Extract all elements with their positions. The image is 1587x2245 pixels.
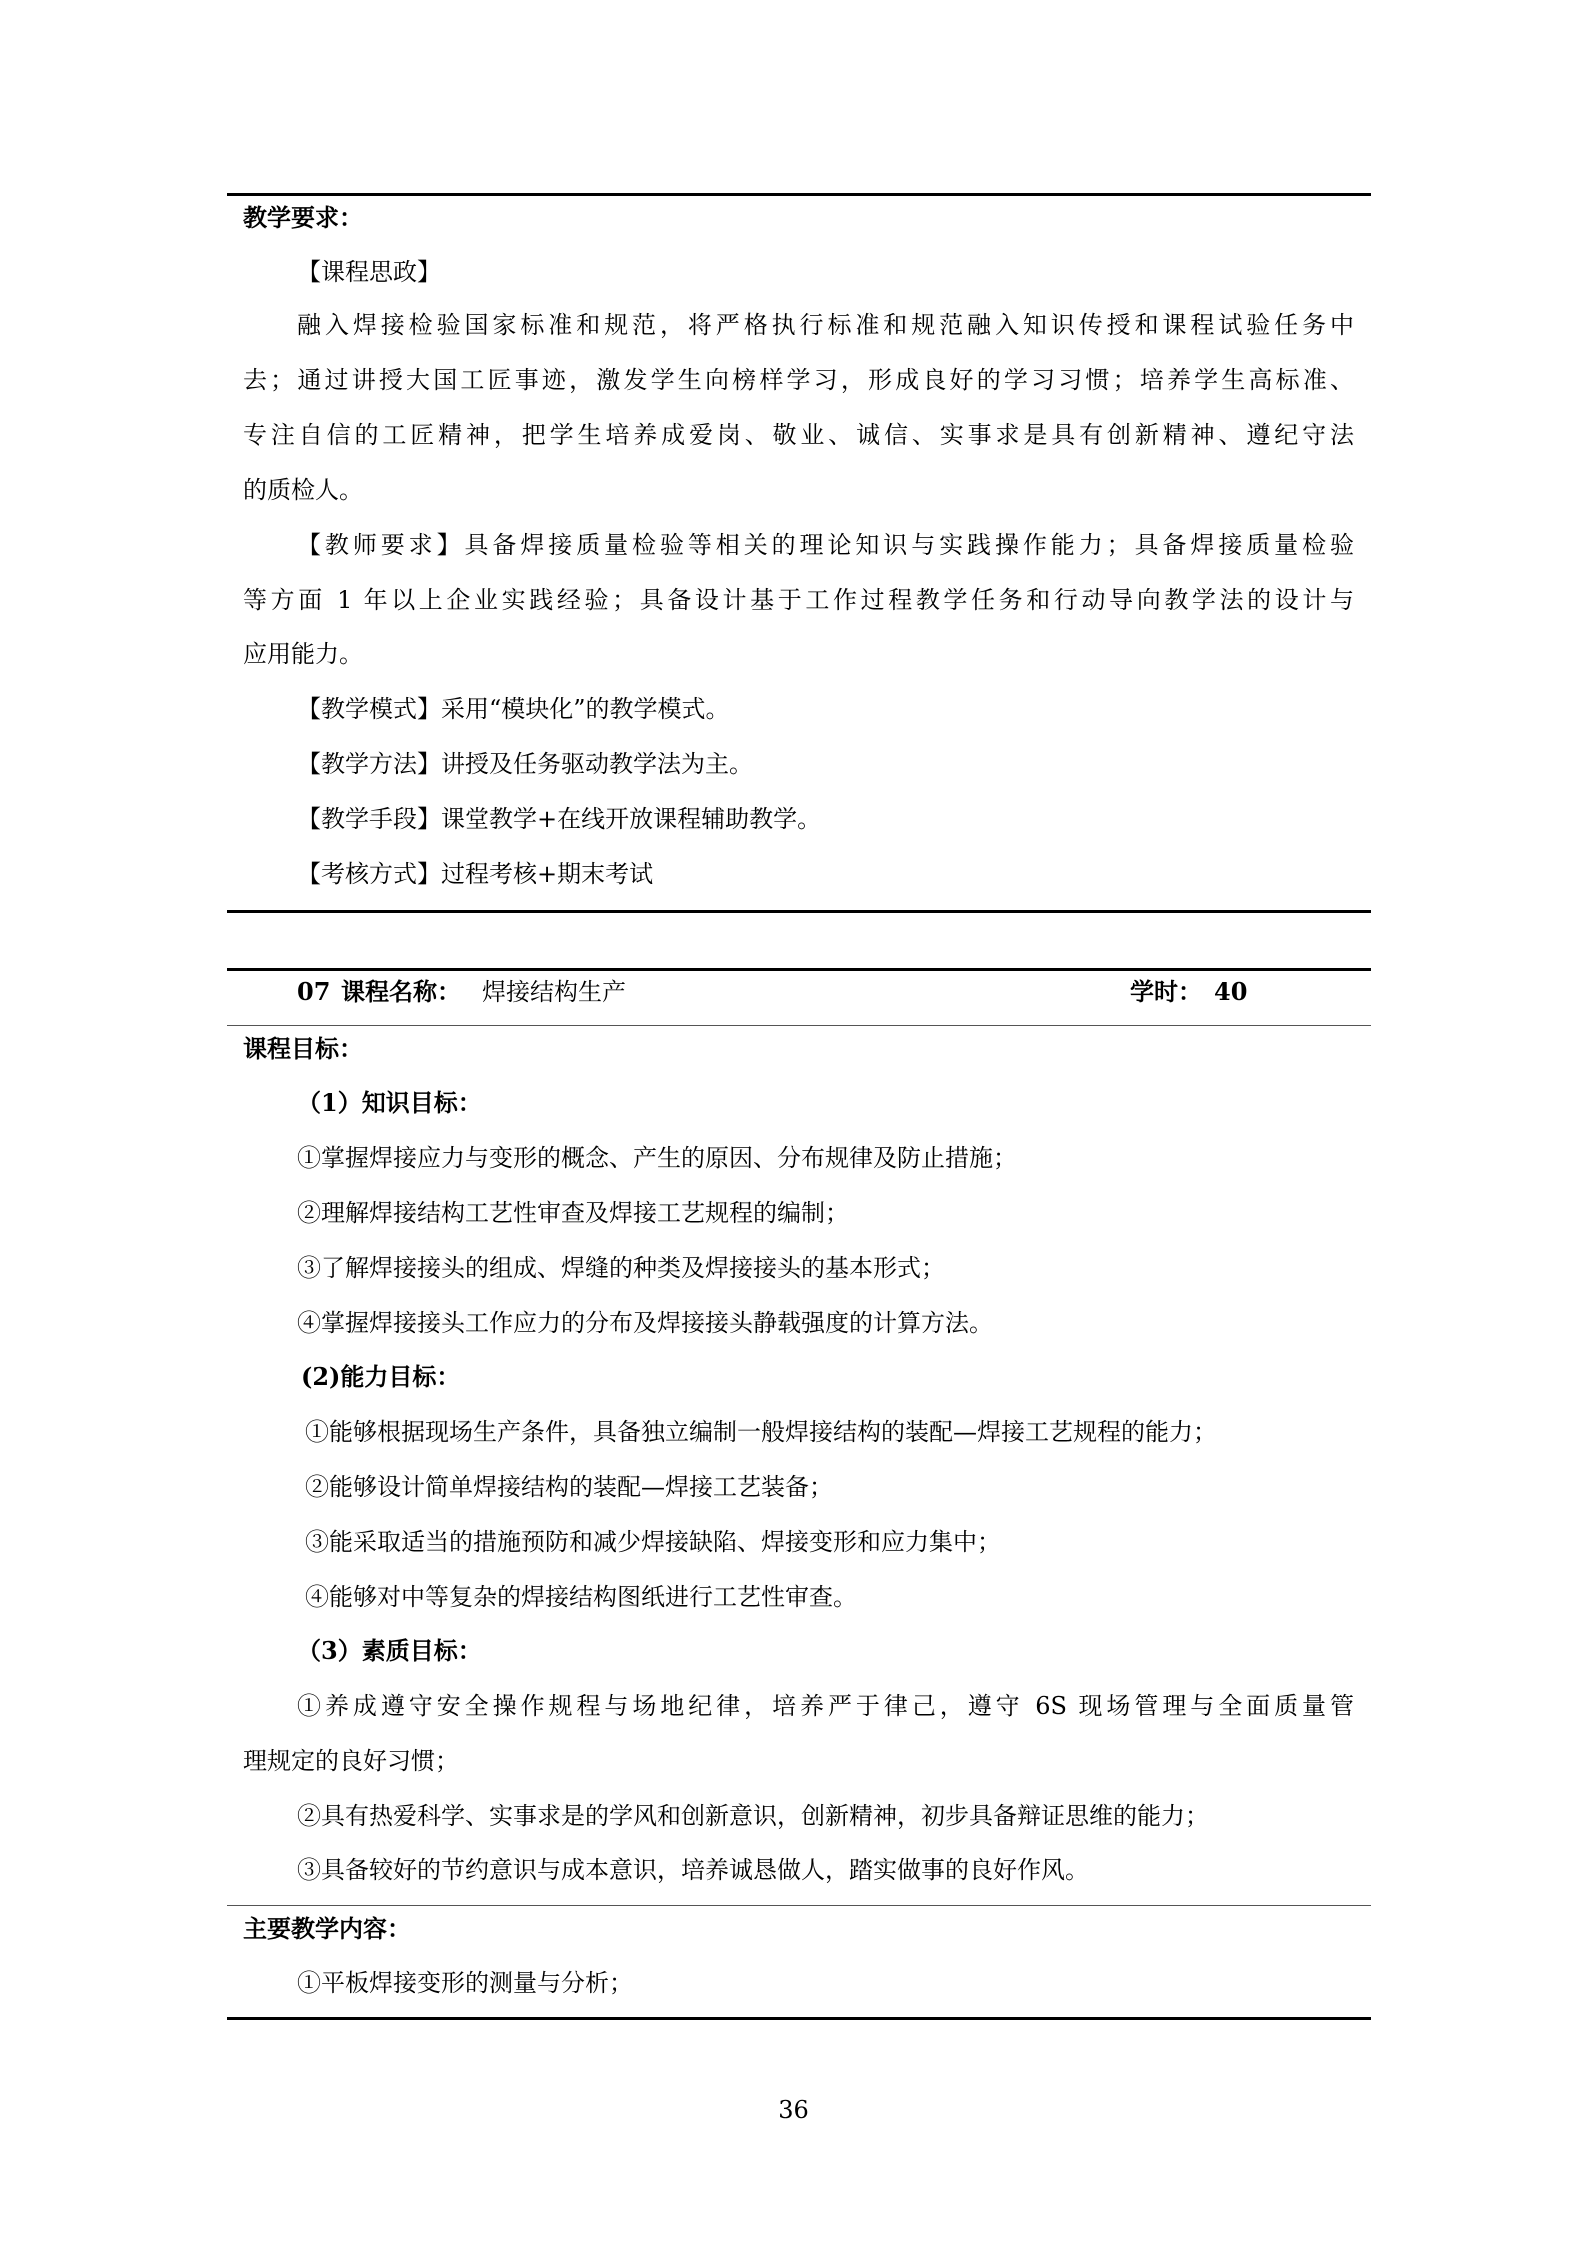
top-rule [227, 193, 1371, 196]
sizheng-line-1: 融入焊接检验国家标准和规范，将严格执行标准和规范融入知识传授和课程试验任务中 [297, 311, 1354, 339]
hours-value: 40 [1214, 977, 1248, 1006]
page-number: 36 [778, 2096, 809, 2124]
content-divider-rule [227, 1905, 1371, 1906]
teaching-method: 【教学方法】讲授及任务驱动教学法为主。 [297, 750, 753, 778]
knowledge-item-3: ③了解焊接接头的组成、焊缝的种类及焊接接头的基本形式； [297, 1254, 945, 1282]
ability-item-1: ①能够根据现场生产条件，具备独立编制一般焊接结构的装配—焊接工艺规程的能力； [305, 1418, 1217, 1446]
ability-item-2: ②能够设计简单焊接结构的装配—焊接工艺装备； [305, 1473, 833, 1501]
teaching-means: 【教学手段】课堂教学+在线开放课程辅助教学。 [297, 805, 822, 833]
section2-bottom-rule [227, 2017, 1371, 2020]
ability-item-4: ④能够对中等复杂的焊接结构图纸进行工艺性审查。 [305, 1583, 857, 1611]
quality-item-2: ②具有热爱科学、实事求是的学风和创新意识，创新精神，初步具备辩证思维的能力； [297, 1802, 1209, 1830]
section1-bottom-rule [227, 910, 1371, 913]
course-name-label: 课程名称： [341, 977, 461, 1006]
teaching-mode: 【教学模式】采用“模块化”的教学模式。 [297, 695, 730, 723]
knowledge-item-4: ④掌握焊接接头工作应力的分布及焊接接头静载强度的计算方法。 [297, 1309, 993, 1337]
sizheng-line-4: 的质检人。 [243, 476, 363, 504]
knowledge-goals-title: （1）知识目标： [297, 1088, 482, 1117]
teacher-line-2: 等方面 1 年以上企业实践经验；具备设计基于工作过程教学任务和行动导向教学法的设计与 [243, 586, 1354, 614]
quality-goals-title: （3）素质目标： [297, 1636, 482, 1665]
quality-item-3: ③具备较好的节约意识与成本意识，培养诚恳做人，踏实做事的良好作风。 [297, 1856, 1089, 1884]
quality-item-1-line-1: ①养成遵守安全操作规程与场地纪律，培养严于律己，遵守 6S 现场管理与全面质量管 [297, 1692, 1354, 1720]
ability-item-3: ③能采取适当的措施预防和减少焊接缺陷、焊接变形和应力集中； [305, 1528, 1001, 1556]
course-header-rule [227, 1025, 1371, 1026]
knowledge-item-2: ②理解焊接结构工艺性审查及焊接工艺规程的编制； [297, 1199, 849, 1227]
content-item-1: ①平板焊接变形的测量与分析； [297, 1969, 633, 1997]
sizheng-title: 【课程思政】 [297, 258, 441, 286]
hours-label: 学时： [1130, 977, 1202, 1006]
teaching-requirements-heading: 教学要求： [243, 203, 363, 232]
sizheng-line-2: 去；通过讲授大国工匠事迹，激发学生向榜样学习，形成良好的学习习惯；培养学生高标准、 [243, 366, 1354, 394]
section2-top-rule [227, 968, 1371, 971]
sizheng-line-3: 专注自信的工匠精神，把学生培养成爱岗、敬业、诚信、实事求是具有创新精神、遵纪守法 [243, 421, 1354, 449]
ability-goals-title: (2)能力目标： [301, 1362, 461, 1391]
course-name: 焊接结构生产 [482, 978, 626, 1006]
teacher-line-1: 【教师要求】具备焊接质量检验等相关的理论知识与实践操作能力；具备焊接质量检验 [297, 531, 1354, 559]
main-content-heading: 主要教学内容： [243, 1914, 411, 1943]
quality-item-1-line-2: 理规定的良好习惯； [243, 1747, 459, 1775]
teacher-line-3: 应用能力。 [243, 640, 363, 668]
knowledge-item-1: ①掌握焊接应力与变形的概念、产生的原因、分布规律及防止措施； [297, 1144, 1017, 1172]
course-number: 07 [297, 977, 331, 1006]
assessment-method: 【考核方式】过程考核+期末考试 [297, 860, 654, 888]
course-goals-heading: 课程目标： [243, 1034, 363, 1063]
